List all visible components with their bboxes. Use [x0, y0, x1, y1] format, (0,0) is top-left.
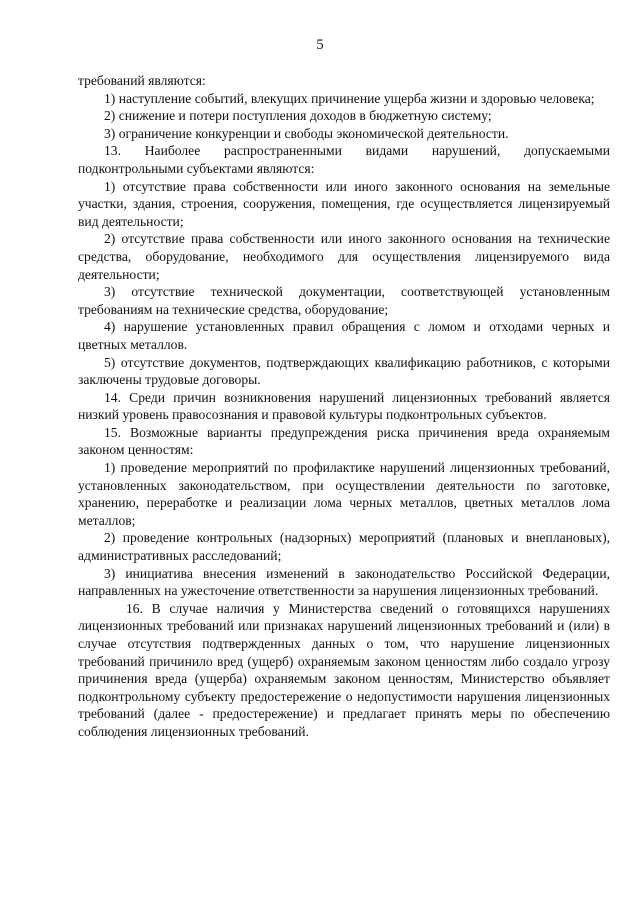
list-item-budget-losses: 2) снижение и потери поступления доходов в бюджетную систему;	[104, 108, 492, 124]
document-body	[78, 72, 610, 741]
section-15-item-2: 2) проведение контрольных (надзорных) мероприятий (плановых и внеплановых), административных расследований;	[78, 530, 610, 564]
list-item-harm-to-life: 1) наступление событий, влекущих причинение ущерба жизни и здоровью человека;	[104, 90, 595, 106]
section-15-item-3: 3) инициатива внесения изменений в законодательство Российской Федерации, направленных на ужесточение ответственности за нарушения лицензионных требований.	[78, 565, 610, 599]
section-15-heading: 15. Возможные варианты предупреждения риска причинения вреда охраняемым законом ценностям:	[78, 424, 610, 458]
section-15-item-1: 1) проведение мероприятий по профилактике нарушений лицензионных требований, установленных законодательством, при осуществлении деятельности по заготовке, хранению, переработке и реализации лома черных металлов, цветных металлов лома металлов;	[78, 460, 610, 528]
section-13-item-5: 5) отсутствие документов, подтверждающих квалификацию работников, с которыми заключены трудовые договоры.	[78, 354, 610, 388]
section-14: 14. Среди причин возникновения нарушений лицензионных требований является низкий уровень правосознания и правовой культуры подконтрольных субъектов.	[78, 389, 610, 423]
section-13-item-1: 1) отсутствие права собственности или иного законного основания на земельные участки, здания, строения, сооружения, помещения, где осуществляется лицензируемый вид деятельности;	[78, 178, 610, 229]
section-13-item-4: 4) нарушение установленных правил обращения с ломом и отходами черных и цветных металлов.	[78, 319, 610, 352]
paragraph-continuation: требований являются:	[78, 73, 206, 88]
list-item-competition-limits: 3) ограничение конкуренции и свободы экономической деятельности.	[104, 125, 509, 141]
section-16: 16. В случае наличия у Министерства сведений о готовящихся нарушениях лицензионных требований или признаках нарушений лицензионных требований и (или) в случае отсутствия подтвержденных данных о том, что нарушение лицензионных требований причинило вред (ущерб) охраняемым законом ценностям либо создало угрозу причинения вреда (ущерба) охраняемым законом ценностям, Министерство объявляет подконтрольному субъекту предостережение о недопустимости нарушения лицензионных требований (далее - предостережение) и предлагает принять меры по обеспечению соблюдения лицензионных требований.	[78, 600, 610, 739]
section-13-heading: 13. Наиболее распространенными видами нарушений, допускаемыми подконтрольными субъектами являются:	[78, 143, 610, 176]
section-13-item-2: 2) отсутствие права собственности или иного законного основания на технические средства, оборудование, необходимого для осуществления лицензируемого вида деятельности;	[78, 231, 610, 282]
page-number: 5	[316, 37, 324, 53]
section-13-item-3: 3) отсутствие технической документации, соответствующей установленным требованиям на технические средства, оборудование;	[78, 284, 610, 317]
